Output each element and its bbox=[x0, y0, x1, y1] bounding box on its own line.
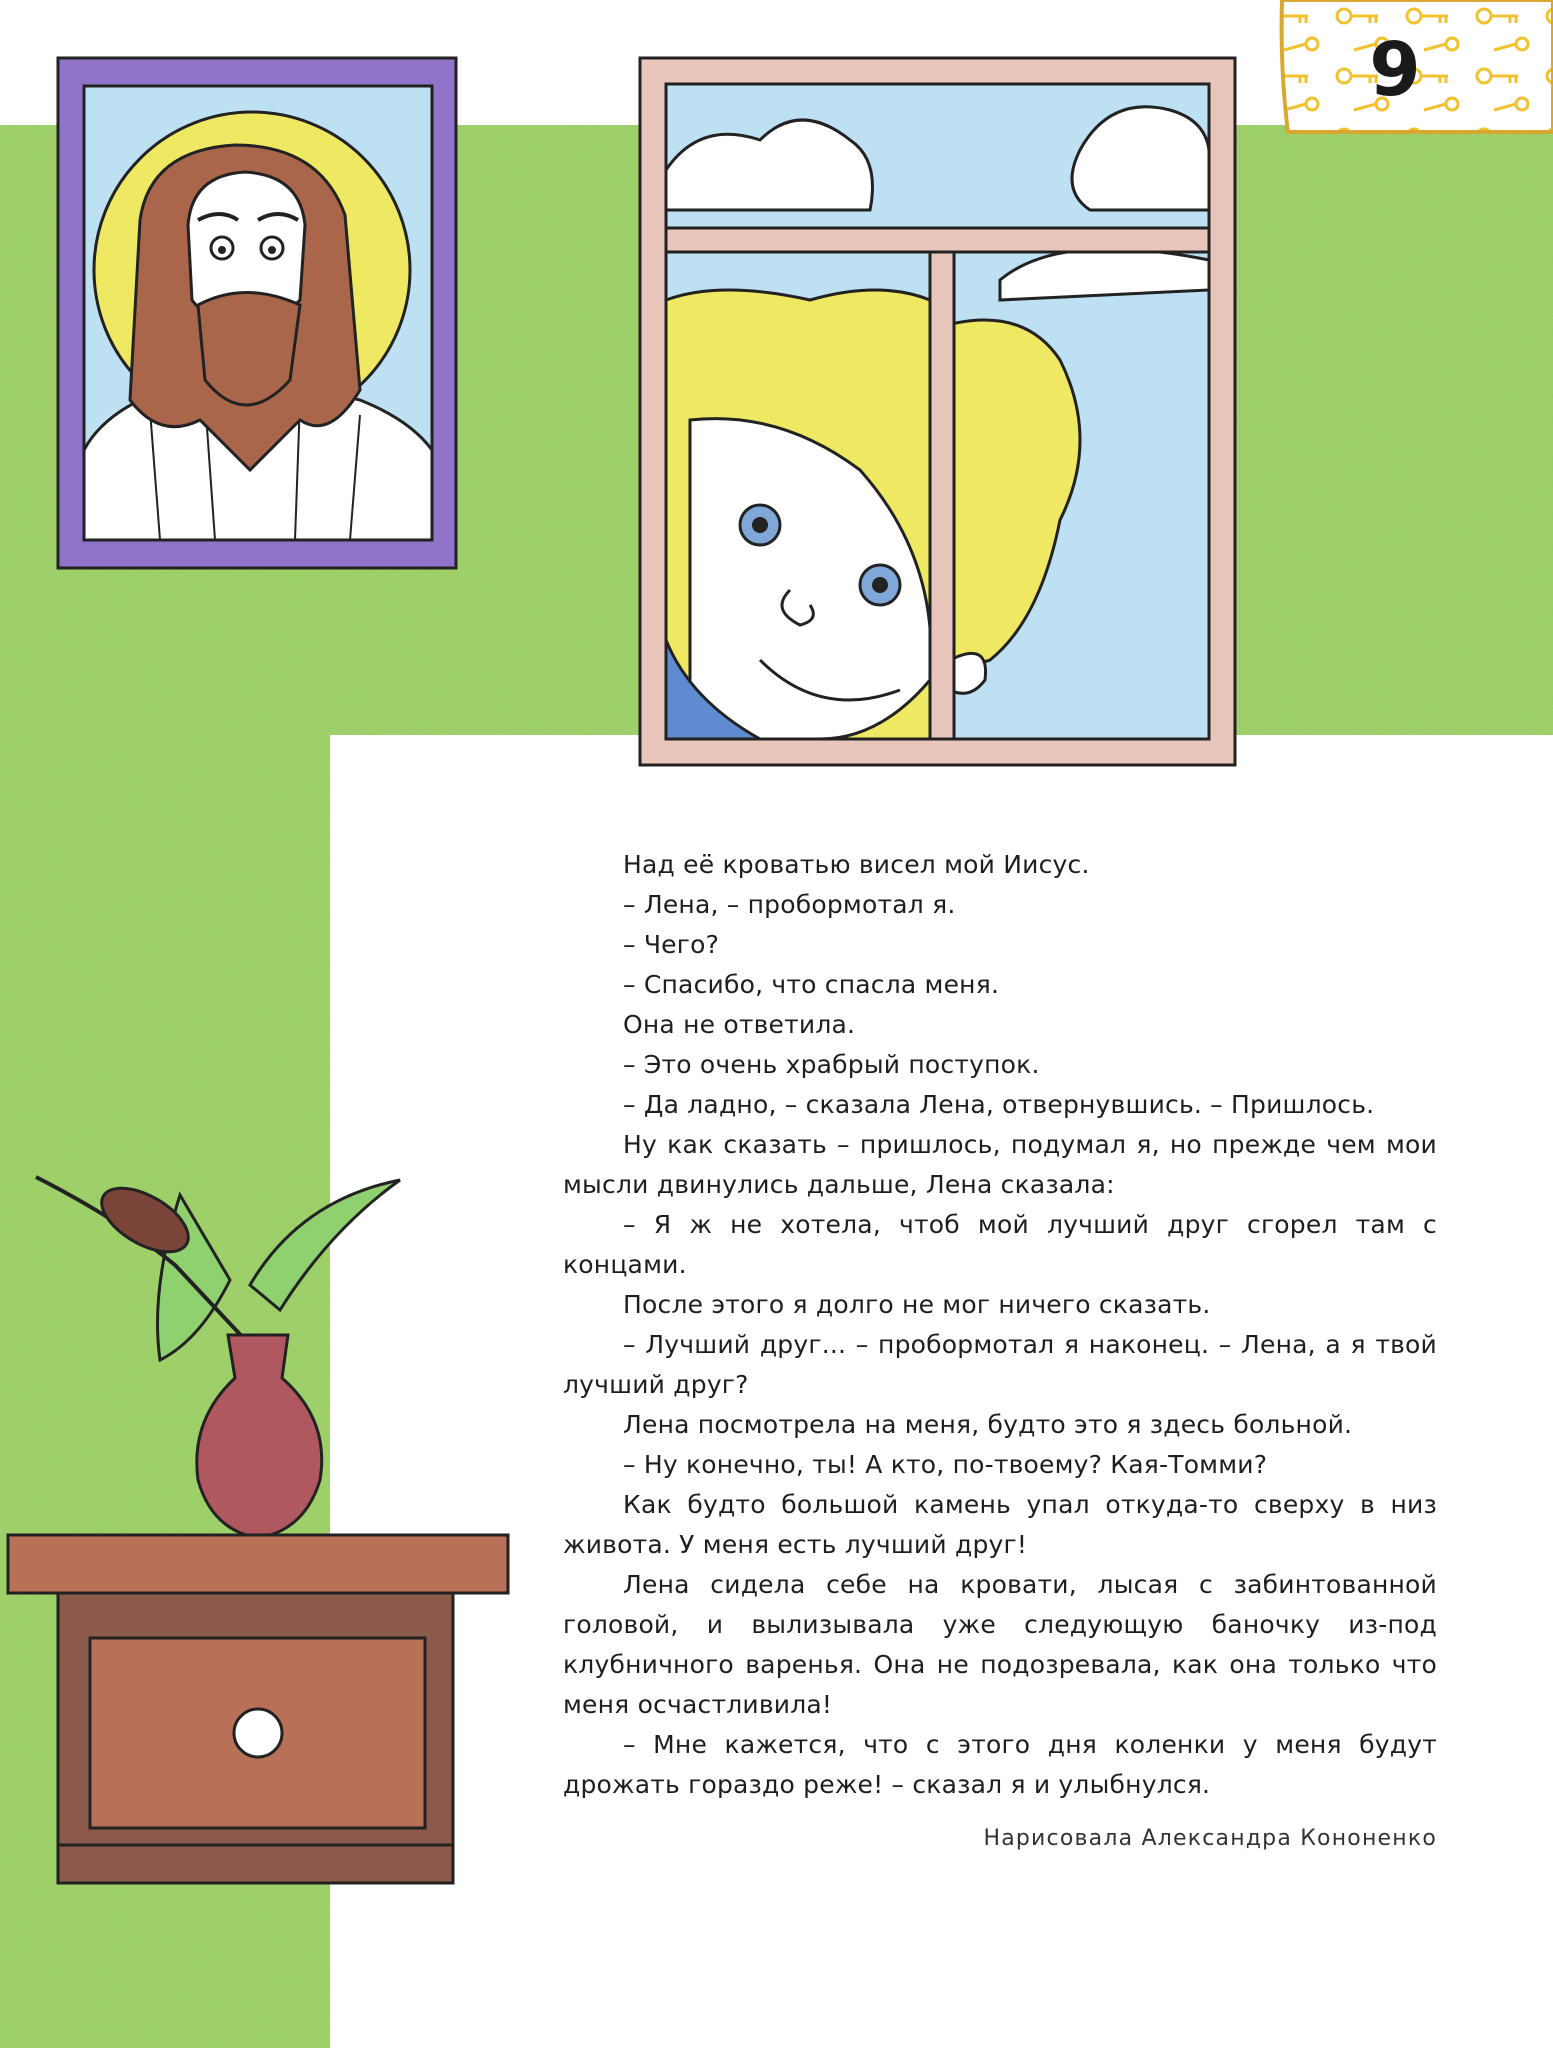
story-paragraph: После этого я долго не мог ничего сказать. bbox=[623, 1290, 1211, 1319]
story-text bbox=[563, 845, 1437, 1805]
story-paragraph: Как будто большой камень упал откуда-то сверху в низ живота. У меня есть лучший друг! bbox=[563, 1490, 1437, 1559]
story-paragraph: – Мне кажется, что с этого дня коленки у меня будут дрожать гораздо реже! – сказал я и улыбнулся. bbox=[563, 1730, 1437, 1799]
story-paragraph: – Лена, – пробормотал я. bbox=[623, 890, 956, 919]
story-paragraph: – Спасибо, что спасла меня. bbox=[623, 970, 1000, 999]
story-paragraph: – Ну конечно, ты! А кто, по-твоему? Кая-Томми? bbox=[623, 1450, 1268, 1479]
story-paragraph: – Да ладно, – сказала Лена, отвернувшись. – Пришлось. bbox=[623, 1090, 1375, 1119]
story-paragraph: – Я ж не хотела, чтоб мой лучший друг сгорел там с концами. bbox=[563, 1210, 1437, 1279]
story-paragraph: Она не ответила. bbox=[623, 1010, 856, 1039]
story-paragraph: – Это очень храбрый поступок. bbox=[623, 1050, 1040, 1079]
story-paragraph: Ну как сказать – пришлось, подумал я, но прежде чем мои мысли двинулись дальше, Лена сказала: bbox=[563, 1130, 1437, 1199]
story-paragraph: – Лучший друг... – пробормотал я наконец. – Лена, а я твой лучший друг? bbox=[563, 1330, 1437, 1399]
story-paragraph: Лена сидела себе на кровати, лысая с забинтованной головой, и вылизывала уже следующую баночку из-под клубничного варенья. Она не подозревала, как она только что меня осчастливила! bbox=[563, 1570, 1437, 1719]
story-paragraph: Лена посмотрела на меня, будто это я здесь больной. bbox=[623, 1410, 1353, 1439]
jesus-icon-picture bbox=[58, 58, 456, 568]
illustrator-credit: Нарисовала Александра Кононенко bbox=[983, 1826, 1437, 1851]
story-paragraph: Над её кроватью висел мой Иисус. bbox=[623, 850, 1090, 879]
window-with-boy bbox=[640, 58, 1235, 765]
page-number: 9 bbox=[1369, 27, 1421, 113]
story-paragraph: – Чего? bbox=[623, 930, 720, 959]
chest-of-drawers bbox=[8, 1535, 508, 1883]
